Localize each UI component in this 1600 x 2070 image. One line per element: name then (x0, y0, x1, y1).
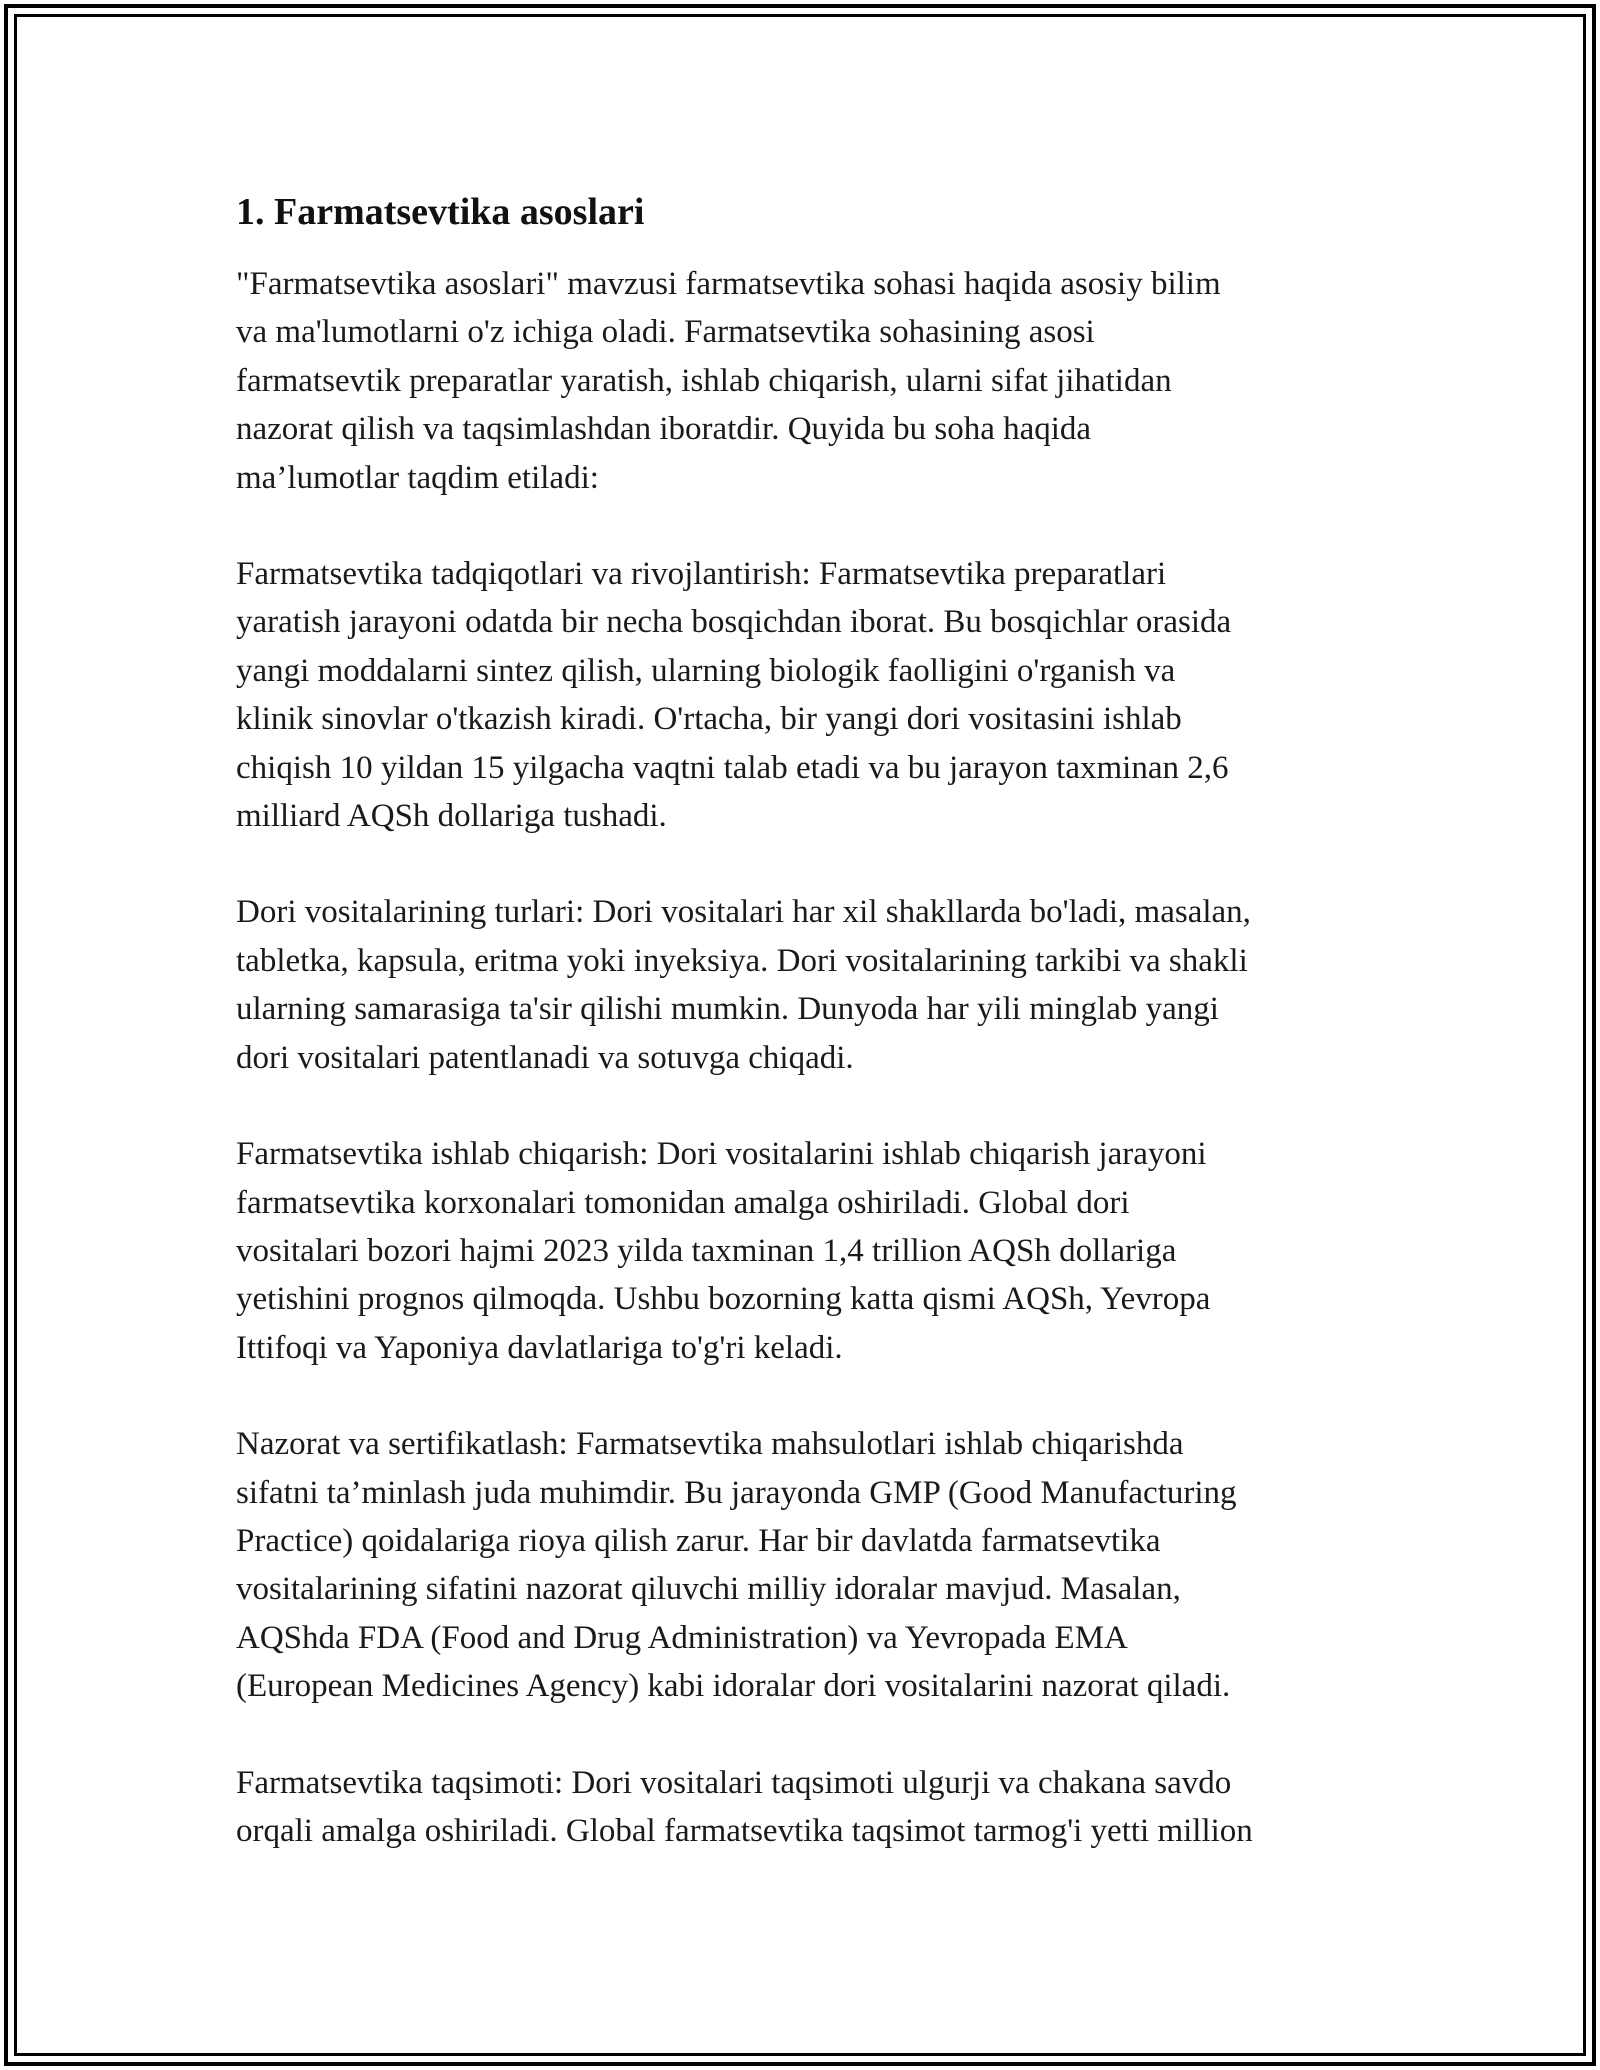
section-heading: 1. Farmatsevtika asoslari (236, 191, 645, 233)
paragraph-regulation: Nazorat va sertifikatlash: Farmatsevtika mahsulotlari ishlab chiqarishda sifatni ta’minlash juda muhimdir. Bu jarayonda GMP (Good Manufacturing Practice) qoidalariga rioya qilish zarur. Har bir davlatda farmatsevtika vositalarining sifatini nazorat qiluvchi milliy idoralar mavjud. Masalan, AQShda FDA (Food and Drug Administration) va Yevropada EMA (European Medicines Agency) kabi idoralar dori vositalarini nazorat qiladi. (236, 1426, 1237, 1705)
paragraph-distribution: Farmatsevtika taqsimoti: Dori vositalari taqsimoti ulgurji va chakana savdo orqali amalga oshiriladi. Global farmatsevtika taqsimot tarmog'i yetti million (236, 1764, 1253, 1849)
paragraph-drug-types: Dori vositalarining turlari: Dori vositalari har xil shakllarda bo'ladi, masalan, tabletka, kapsula, eritma yoki inyeksiya. Dori vositalarining tarkibi va shakli ularning samarasiga ta'sir qilishi mumkin. Dunyoda har yili minglab yangi dori vositalari patentlanadi va sotuvga chiqadi. (236, 894, 1251, 1076)
paragraph-manufacturing: Farmatsevtika ishlab chiqarish: Dori vositalarini ishlab chiqarish jarayoni farmatsevtika korxonalari tomonidan amalga oshiriladi. Global dori vositalari bozori hajmi 2023 yilda taxminan 1,4 trillion AQSh dollariga yetishini prognos qilmoqda. Ushbu bozorning katta qismi AQSh, Yevropa Ittifoqi va Yaponiya davlatlariga to'g'ri keladi. (236, 1136, 1211, 1366)
paragraph-research: Farmatsevtika tadqiqotlari va rivojlantirish: Farmatsevtika preparatlari yaratish jarayoni odatda bir necha bosqichdan iborat. Bu bosqichlar orasida yangi moddalarni sintez qilish, ularning biologik faolligini o'rganish va klinik sinovlar o'tkazish kiradi. O'rtacha, bir yangi dori vositasini ishlab chiqish 10 yildan 15 yilgacha vaqtni talab etadi va bu jarayon taxminan 2,6 milliard AQSh dollariga tushadi. (236, 556, 1232, 835)
document-body (236, 188, 1376, 1903)
paragraph-intro: "Farmatsevtika asoslari" mavzusi farmatsevtika sohasi haqida asosiy bilim va ma'lumotlarni o'z ichiga oladi. Farmatsevtika sohasining asosi farmatsevtik preparatlar yaratish, ishlab chiqarish, ularni sifat jihatidan nazorat qilish va taqsimlashdan iboratdir. Quyida bu soha haqida ma’lumotlar taqdim etiladi: (236, 266, 1221, 496)
